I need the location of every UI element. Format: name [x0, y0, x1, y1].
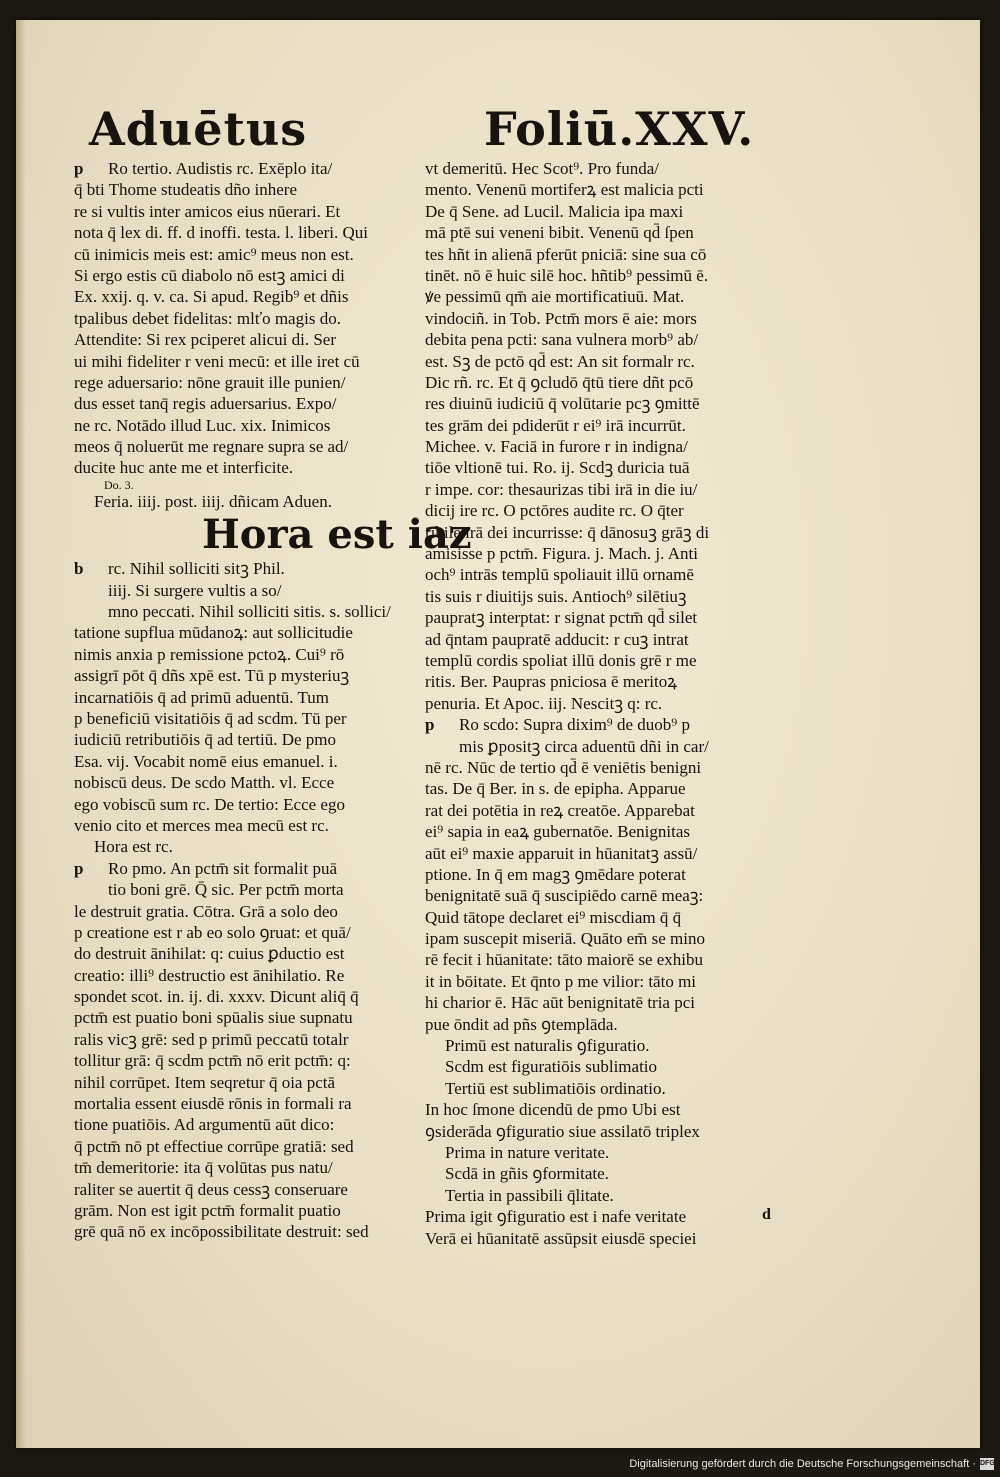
- text-line: [74, 158, 426, 179]
- text-line: Tertia in passibili q̄litate.: [445, 1185, 614, 1205]
- text-line: tm̄ demeritorie: ita q̄ volūtas pus natu/: [74, 1158, 333, 1178]
- text-line: mento. Venenū mortiferꝝ est malicia pcti: [425, 180, 704, 200]
- text-line: nimis anxia p remissione pctoꝝ. Cui⁹ rō: [74, 644, 345, 664]
- text-line: mā ptē sui veneni bibit. Venenū qd̄ ſpen: [425, 223, 694, 243]
- text-line: Tertiū est sublimatiōis ordinatio.: [445, 1078, 666, 1098]
- text-line: p creatione est r ab eo solo ꝯruat: et quā/: [74, 922, 351, 942]
- text-line: penuria. Et Apoc. iij. Nescitꝫ q: rc.: [425, 693, 663, 713]
- text-line: In hoc ſmone dicendū de pmo Ubi est: [425, 1100, 681, 1120]
- text-line: meos q̄ noluerūt me regnare supra se ad/: [74, 437, 349, 457]
- text-line: mortalia essent eiusdē rōnis in formali ra: [74, 1094, 352, 1114]
- text-line: rat dei potētia in reꝝ creatōe. Apparebat: [425, 800, 695, 820]
- text-line: Primū est naturalis ꝯfiguratio.: [445, 1036, 650, 1056]
- text-line: Prima igit ꝯfiguratio est i nafe veritate: [425, 1207, 687, 1227]
- text-line: ui mihi fideliter r veni mecū: et ille iret cū: [74, 351, 360, 371]
- text-line: pctm̄ est puatio boni spūalis siue supnatu: [74, 1008, 353, 1028]
- text-line: Scdm est figuratiōis sublimatio: [445, 1057, 658, 1077]
- text-line: q̄ bti Thome studeatis dño inhere: [74, 180, 298, 200]
- text-line: do destruit ānihilat: q: cuius ꝑductio est: [74, 944, 345, 964]
- text-line: Dic rñ. rc. Et q̄ ꝯcludō q̄tū tiere dñt pcō: [425, 372, 694, 392]
- text-line: iiij. Si surgere vultis a so/: [108, 580, 282, 600]
- dfg-logo-icon: DFG: [980, 1458, 994, 1470]
- text-line: ei⁹ sapia in eaꝝ gubernatōe. Benignitas: [425, 822, 691, 842]
- text-line: ꝯsiderāda ꝯfiguratio siue assilatō triplex: [425, 1121, 700, 1141]
- text-line: incarnatiōis q̄ ad primū aduentū. Tum: [74, 687, 329, 707]
- text-line: amisisse p pctm̄. Figura. j. Mach. j. Anti: [425, 544, 698, 564]
- paragraph-initial: b: [74, 559, 84, 579]
- text-line: paupratꝫ interptat: r signat pctm̄ qd̄ silet: [425, 608, 698, 628]
- signature-mark: d: [762, 1206, 771, 1223]
- text-line: tio boni grē. Q̄ sic. Per pctm̄ morta: [108, 880, 344, 900]
- incipit-heading: Hora est iaz: [202, 511, 472, 559]
- text-line: ipam suscepit miseriā. Quāto em̄ se mino: [425, 929, 705, 949]
- text-line: Feria. iiij. post. iiij. dñicam Aduen.: [94, 491, 332, 511]
- text-line: ritis. Ber. Paupras pniciosa ē meritoꝝ: [425, 672, 678, 692]
- text-line: Scdā in gñis ꝯformitate.: [445, 1164, 609, 1184]
- paragraph-initial: p: [74, 858, 84, 878]
- text-line: templū cordis spoliat illū donis grē r me: [425, 650, 697, 670]
- text-line: Attendite: Si rex pciperet alicui di. Ser: [74, 330, 337, 350]
- text-line: tinēt. nō ē huic silē hoc. hñtib⁹ pessimū ē.: [425, 265, 709, 285]
- text-line: Prima in nature veritate.: [445, 1142, 610, 1162]
- text-line: raliter se auertit q̄ deus cessꝫ conseruare: [74, 1179, 348, 1199]
- digitization-footer: [629, 1455, 994, 1473]
- text-line: mno peccati. Nihil solliciti sitis. s. sollici/: [108, 602, 391, 622]
- text-line: creatio: illi⁹ destructio est ānihilatio. Re: [74, 965, 345, 985]
- text-line: dus esset tanq̄ regis aduersarius. Expo/: [74, 394, 337, 414]
- text-line: nota q̄ lex di. ff. d inoffi. testa. l. liberi. Qui: [74, 223, 368, 243]
- line-text: Ro pmo. An pctm̄ sit formalit puā: [108, 858, 338, 878]
- text-line: nihil corrūpet. Item seqretur q̄ oia pctā: [74, 1072, 336, 1092]
- text-line: dicij ire rc. O pctōres audite rc. O q̄ter: [425, 501, 684, 521]
- text-line: it in bōitate. Et q̄nto p me vilior: tāto mi: [425, 971, 697, 991]
- text-line: cū inimicis meis est: amic⁹ meus non est.: [74, 244, 354, 264]
- text-line: p beneficiū visitatiōis q̄ ad scdm. Tū per: [74, 708, 347, 728]
- text-line: tes grām dei pdiderūt r ei⁹ irā incurrūt.: [425, 415, 686, 435]
- text-line: Quid tātope declaret ei⁹ miscdiam q̄ q̄: [425, 907, 682, 927]
- text-line: mis ꝑpositꝫ circa aduentū dñi in car/: [459, 736, 709, 756]
- right-text-column: [425, 158, 797, 1249]
- paragraph-initial: p: [74, 159, 84, 178]
- text-line: De q̄ Sene. ad Lucil. Malicia ipa maxi: [425, 201, 684, 221]
- text-line: assigrī pōt q̄ dñs xpē est. Tū p mysteriuꝫ: [74, 666, 350, 686]
- text-line: ribile irā dei incurrisse: q̄ dānosuꝫ grāꝫ di: [425, 522, 710, 542]
- text-line: och⁹ intrās templū spoliauit illū ornamē: [425, 565, 694, 585]
- text-line: ꝟe pessimū qm̄ aie mortificatiuū. Mat.: [425, 287, 685, 307]
- text-line: le destruit gratia. Cōtra. Grā a solo deo: [74, 901, 338, 921]
- text-line: vindociñ. in Tob. Pctm̄ mors ē aie: mors: [425, 308, 697, 328]
- text-line: grām. Non est igit pctm̄ formalit puatio: [74, 1200, 341, 1220]
- text-line: tollitur grā: q̄ scdm pctm̄ nō erit pctm̄: q:: [74, 1051, 351, 1071]
- text-line: rē fecit i hūanitate: tāto maiorē se exhibu: [425, 950, 704, 970]
- text-line: tione puatiōis. Ad argumentū aūt dico:: [74, 1115, 335, 1135]
- paragraph-initial: p: [425, 715, 435, 735]
- text-line: ne rc. Notādo illud Luc. xix. Inimicos: [74, 415, 331, 435]
- text-line: Esa. vij. Vocabit nomē eius emanuel. i.: [74, 751, 338, 771]
- line-text: Ro tertio. Audistis rc. Exēplo ita/: [108, 159, 333, 178]
- text-line: aūt ei⁹ maxie apparuit in hūanitatꝫ assū/: [425, 843, 698, 863]
- text-line: est. Sꝫ de pctō qd̄ est: An sit formalr rc.: [425, 351, 695, 371]
- footer-credit: Digitalisierung gefördert durch die Deutsche Forschungsgemeinschaft ·: [629, 1458, 976, 1470]
- text-line: benignitatē suā q̄ suscipiēdo carnē meaꝫ:: [425, 886, 704, 906]
- running-head-left: Aduētus: [89, 102, 308, 156]
- marginal-note: Do. 3.: [104, 477, 134, 492]
- text-line: tes hñt in alienā pferūt pniciā: sine sua cō: [425, 244, 707, 264]
- text-line: tas. De q̄ Ber. in s. de epipha. Apparue: [425, 779, 686, 799]
- text-line: re si vultis inter amicos eius nūerari. Et: [74, 201, 341, 221]
- text-line: ptione. In q̄ em magꝫ ꝯmēdare poterat: [425, 864, 686, 884]
- text-line: ego vobiscū sum rc. De tertio: Ecce ego: [74, 794, 345, 814]
- line-text: Ro scdo: Supra dixim⁹ de duob⁹ p: [459, 715, 690, 735]
- text-line: tatione supflua mūdanoꝝ: aut sollicitudie: [74, 623, 353, 643]
- text-line: Hora est rc.: [94, 837, 173, 857]
- text-line: rege aduersario: nōne grauit ille punien/: [74, 372, 346, 392]
- text-line: pue ōndit ad pñs ꝯtemplāda.: [425, 1014, 618, 1034]
- text-line: hi charior ē. Hāc aūt benignitatē tria pci: [425, 993, 695, 1013]
- text-line: ducite huc ante me et interficite.: [74, 458, 294, 478]
- text-line: [74, 558, 426, 579]
- running-head-right: Foliū.XXV.: [484, 102, 755, 156]
- line-text: rc. Nihil solliciti sitꝫ Phil.: [108, 559, 285, 579]
- text-line: [425, 714, 797, 735]
- text-line: r impe. cor: thesaurizas tibi irā in die iu/: [425, 479, 698, 499]
- text-line: debita pena pcti: sana vulnera morb⁹ ab/: [425, 330, 699, 350]
- text-line: nobiscū deus. De scdo Matth. vl. Ecce: [74, 773, 335, 793]
- text-line: spondet scot. in. ij. di. xxxv. Dicunt aliq̄ q̄: [74, 987, 359, 1007]
- page-gutter-shadow: [16, 20, 26, 1448]
- text-line: res diuinū iudiciū q̄ volūtarie pcꝫ ꝯmittē: [425, 394, 700, 414]
- text-line: tis suis r diuitijs suis. Antioch⁹ silētiuꝫ: [425, 586, 687, 606]
- text-line: grē quā nō ex incōpossibilitate destruit: sed: [74, 1222, 369, 1242]
- left-text-column: [74, 158, 472, 1243]
- text-line: [74, 858, 426, 879]
- text-line: ralis vicꝫ grē: sed p primū peccatū totalr: [74, 1029, 349, 1049]
- text-line: q̄ pctm̄ nō pt effectiue corrūpe gratiā: sed: [74, 1136, 354, 1156]
- text-line: venio cito et merces mea mecū est rc.: [74, 815, 329, 835]
- text-line: Si ergo estis cū diabolo nō estꝫ amici di: [74, 265, 345, 285]
- text-line: ad q̄ntam paupratē adducit: r cuꝫ intrat: [425, 629, 689, 649]
- text-line: vt demeritū. Hec Scot⁹. Pro funda/: [425, 159, 659, 178]
- text-line: tpalibus debet fidelitas: mlťo magis do.: [74, 308, 341, 328]
- text-line: Verā ei hūanitatē assūpsit eiusdē speciei: [425, 1228, 697, 1248]
- text-line: iudiciū retributiōis q̄ ad tertiū. De pmo: [74, 730, 337, 750]
- text-line: Ex. xxij. q. v. ca. Si apud. Regib⁹ et dñis: [74, 287, 349, 307]
- text-line: Michee. v. Faciā in furore r in indigna/: [425, 437, 688, 457]
- text-line: tiōe vltionē tui. Ro. ij. Scdꝫ duricia tuā: [425, 458, 690, 478]
- text-line: nē rc. Nūc de tertio qd̄ ē veniētis benigni: [425, 757, 702, 777]
